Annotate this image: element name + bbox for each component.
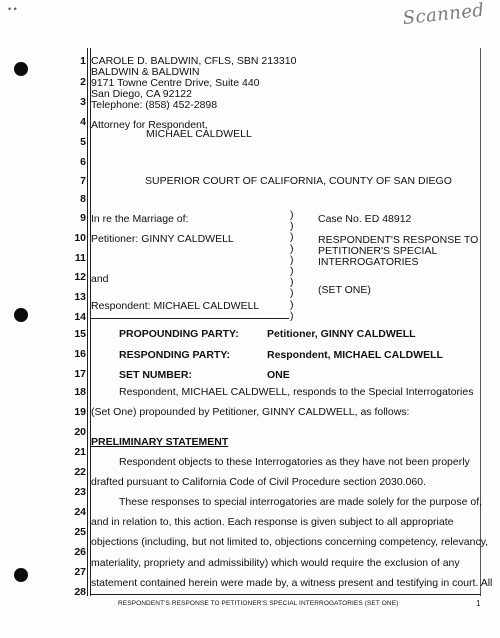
- paragraph-2-line-1: These responses to special interrogatories are made solely for the purpose of,: [119, 496, 483, 508]
- line-number: 16: [74, 348, 86, 360]
- caption-in-re: In re the Marriage of:: [91, 213, 189, 225]
- line-number: 4: [80, 116, 86, 128]
- propounding-party-label: PROPOUNDING PARTY:: [119, 328, 239, 340]
- firm-name: BALDWIN & BALDWIN: [91, 66, 200, 78]
- line-number: 18: [74, 386, 86, 398]
- line-number: 11: [74, 252, 86, 264]
- footer-rule: [91, 594, 481, 595]
- line-number: 23: [74, 486, 86, 498]
- caption-respondent: Respondent: MICHAEL CALDWELL: [91, 300, 260, 312]
- doc-title-line-1: RESPONDENT'S RESPONSE TO: [318, 234, 479, 246]
- footer-text: RESPONDENT'S RESPONSE TO PETITIONER'S SPECIAL INTERROGATORIES (SET ONE): [118, 600, 399, 607]
- intro-line-2: (Set One) propounded by Petitioner, GINNY CALDWELL, as follows:: [91, 406, 410, 418]
- line-number: 1: [80, 55, 86, 67]
- page-number: 1: [476, 599, 481, 608]
- margin-rule-right: [480, 48, 481, 596]
- scan-mark: • •: [8, 4, 17, 14]
- line-number: 21: [74, 446, 86, 458]
- line-number: 28: [74, 586, 86, 598]
- line-number: 17: [74, 368, 86, 380]
- paragraph-2-line-3: objections (including, but not limited to, objections concerning competency, relevancy,: [91, 536, 489, 548]
- caption-underline: [91, 318, 289, 319]
- line-number: 5: [80, 136, 86, 148]
- client-name: MICHAEL CALDWELL: [146, 128, 252, 140]
- line-number: 10: [74, 232, 86, 244]
- doc-set: (SET ONE): [318, 284, 371, 296]
- caption-and: and: [91, 273, 109, 285]
- line-number: 26: [74, 546, 86, 558]
- line-number: 14: [74, 311, 86, 323]
- attorney-name: CAROLE D. BALDWIN, CFLS, SBN 213310: [91, 55, 297, 67]
- address-line-2: San Diego, CA 92122: [91, 88, 192, 100]
- line-number: 12: [74, 271, 86, 283]
- scanned-stamp: Scanned: [401, 0, 486, 30]
- caption-parens: ) ) ) ) ) ) ) ) ) ): [290, 209, 294, 322]
- line-number: 19: [74, 406, 86, 418]
- propounding-party-value: Petitioner, GINNY CALDWELL: [267, 328, 416, 340]
- court-name: SUPERIOR COURT OF CALIFORNIA, COUNTY OF SAN DIEGO: [145, 175, 452, 187]
- line-number: 20: [74, 426, 86, 438]
- punch-hole: [14, 568, 28, 582]
- line-number: 24: [74, 506, 86, 518]
- paragraph-1-line-1: Respondent objects to these Interrogatories as they have not been properly: [119, 456, 470, 468]
- punch-hole: [14, 308, 28, 322]
- preliminary-heading: PRELIMINARY STATEMENT: [91, 436, 229, 448]
- line-number: 2: [80, 76, 86, 88]
- address-line-1: 9171 Towne Centre Drive, Suite 440: [91, 77, 260, 89]
- margin-rule-left-1: [87, 48, 88, 596]
- line-number: 25: [74, 526, 86, 538]
- case-number: Case No. ED 48912: [318, 213, 412, 225]
- line-number: 15: [74, 328, 86, 340]
- line-number: 6: [80, 156, 86, 168]
- paragraph-2-line-4: materiality, propriety and admissibility) which would require the exclusion of any: [91, 557, 460, 569]
- caption-petitioner: Petitioner: GINNY CALDWELL: [91, 233, 234, 245]
- doc-title-line-3: INTERROGATORIES: [318, 256, 419, 268]
- attorney-for: Attorney for Respondent,: [91, 119, 208, 131]
- line-number: 27: [74, 566, 86, 578]
- set-number-label: SET NUMBER:: [119, 369, 192, 381]
- line-number: 8: [80, 193, 86, 205]
- line-number: 13: [74, 291, 86, 303]
- paragraph-2-line-2: and in relation to, this action. Each response is given subject to all appropriate: [91, 516, 454, 528]
- responding-party-label: RESPONDING PARTY:: [119, 349, 231, 361]
- line-number: 22: [74, 466, 86, 478]
- line-number: 9: [80, 212, 86, 224]
- punch-hole: [14, 62, 28, 76]
- set-number-value: ONE: [267, 369, 290, 381]
- doc-title-line-2: PETITIONER'S SPECIAL: [318, 245, 438, 257]
- phone: Telephone: (858) 452-2898: [91, 99, 218, 111]
- intro-line-1: Respondent, MICHAEL CALDWELL, responds to the Special Interrogatories: [119, 386, 474, 398]
- paragraph-2-line-5: statement contained herein were made by, a witness present and testifying in court. All: [91, 577, 493, 589]
- line-number: 7: [80, 175, 86, 187]
- line-number: 3: [80, 96, 86, 108]
- paragraph-1-line-2: drafted pursuant to California Code of Civil Procedure section 2030.060.: [91, 476, 427, 488]
- responding-party-value: Respondent, MICHAEL CALDWELL: [267, 349, 443, 361]
